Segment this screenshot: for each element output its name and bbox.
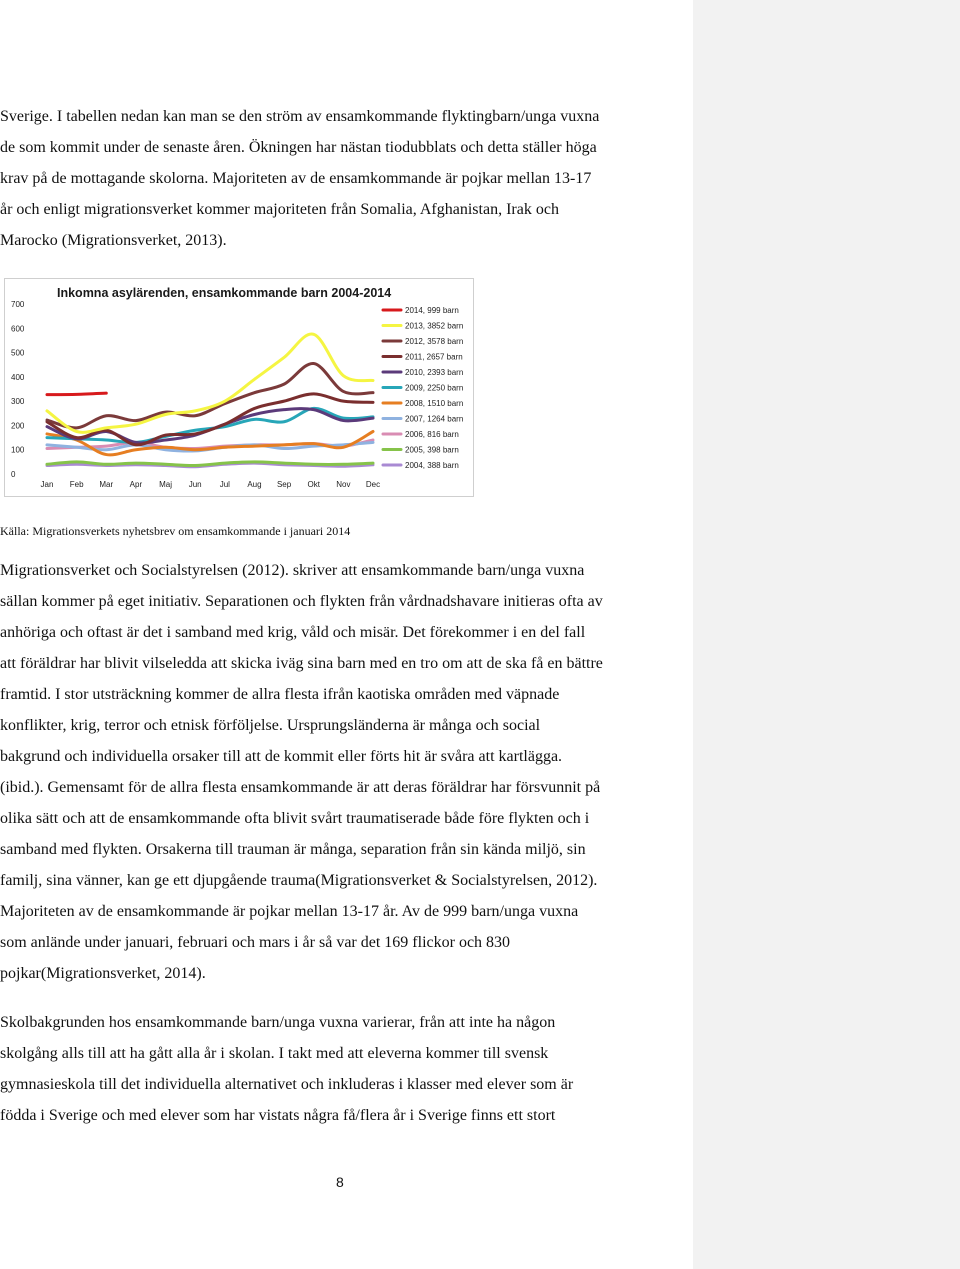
legend-label: 2007, 1264 barn — [405, 414, 464, 424]
legend-label: 2005, 398 barn — [405, 445, 459, 455]
x-tick-label: Aug — [247, 480, 262, 489]
series-line-2013 — [47, 334, 373, 432]
paragraph-intro: Sverige. I tabellen nedan kan man se den ström av ensamkommande flyktingbarn/unga vuxna de som kommit under de senaste åren. Ökningen har nästan tiodubblats och detta ställer höga krav på de mottagande skolorna. Majoriteten av de ensamkommande är pojkar mellan 13-17 år och enligt migrationsverket kommer majoriteten från Somalia, Afghanistan, Irak och Marocko (Migrationsverket, 2013). — [0, 108, 600, 249]
x-tick-label: Nov — [336, 480, 351, 489]
legend-item — [383, 384, 463, 393]
x-tick-label: Jun — [188, 480, 202, 489]
series-line-2005 — [47, 462, 373, 466]
x-tick-label: Feb — [69, 480, 84, 489]
paragraph-main: Migrationsverket och Socialstyrelsen (2012). skriver att ensamkommande barn/unga vuxna sällan kommer på eget initiativ. Separationen och flykten från vårdnadshavare initieras ofta av anhöriga och oftast är det i samband med krig, våld och misär. Det förekommer i en del fall att föräldrar har blivit vilseledda att skicka iväg sina barn med en tro om att de ska få en bättre framtid. I stor utsträckning kommer de allra flesta ifrån kaotiska områden med väpnade konflikter, krig, terror och etnisk förföljelse. Ursprungsländerna är många och social bakgrund och individuella orsaker till att de kommit eller förts hit är svåra att kartlägga. (ibid.). Gemensamt för de allra flesta ensamkommande är att deras föräldrar har försvunnit på olika sätt och att de ensamkommande ofta blivit svårt traumatiserade både före flykten och i samband med flykten. Orsakerna till trauman är många, separation från sin kända miljö, sin familj, sina vänner, kan ge ett djupgående trauma(Migrationsverket & Socialstyrelsen, 2012). Majoriteten av de ensamkommande är pojkar mellan 13-17 år. Av de 999 barn/unga vuxna som anlände under januari, februari och mars i år så var det 169 flickor och 830 pojkar(Migrationsverket, 2014). — [0, 562, 603, 982]
legend-item — [383, 337, 463, 346]
legend-label: 2014, 999 barn — [405, 306, 459, 315]
y-tick-label: 100 — [11, 445, 25, 455]
x-tick-label: Apr — [129, 480, 143, 489]
legend-item — [383, 461, 459, 470]
x-tick-label: Maj — [159, 480, 172, 489]
y-tick-label: 700 — [11, 300, 25, 309]
legend-item — [383, 353, 463, 362]
chart-asylum-applications — [4, 278, 474, 497]
legend-item — [383, 430, 459, 439]
legend-label: 2004, 388 barn — [405, 461, 459, 470]
legend-item — [383, 415, 463, 424]
chart-title: Inkomna asylärenden, ensamkommande barn 2004-2014 — [57, 286, 392, 300]
series-line-2010 — [47, 409, 373, 443]
legend-label: 2013, 3852 barn — [405, 321, 464, 331]
legend-item — [383, 446, 459, 455]
y-tick-label: 500 — [11, 348, 25, 358]
y-tick-label: 0 — [11, 470, 16, 479]
legend-label: 2011, 2657 barn — [405, 352, 463, 362]
legend-label: 2009, 2250 barn — [405, 383, 464, 393]
y-tick-label: 200 — [11, 421, 25, 431]
legend-label: 2008, 1510 barn — [405, 399, 464, 408]
series-line-2014 — [47, 393, 106, 394]
x-tick-label: Mar — [99, 480, 114, 489]
figure-caption: Källa: Migrationsverkets nyhetsbrev om ensamkommande i januari 2014 — [0, 524, 351, 538]
chart-svg — [5, 279, 473, 496]
legend-label: 2006, 816 barn — [405, 430, 459, 439]
legend-item — [383, 306, 459, 315]
legend-item — [383, 368, 463, 377]
page-number: 8 — [336, 1174, 344, 1190]
legend-item — [383, 399, 463, 408]
x-tick-label: Jul — [219, 480, 230, 489]
x-tick-label: Dec — [365, 480, 381, 489]
y-tick-label: 300 — [11, 397, 25, 407]
y-tick-label: 400 — [11, 372, 25, 382]
legend-label: 2012, 3578 barn — [405, 337, 464, 346]
x-tick-label: Okt — [307, 480, 320, 489]
y-tick-label: 600 — [11, 324, 25, 334]
legend-item — [383, 322, 463, 331]
comment-margin — [693, 0, 960, 1269]
x-tick-label: Jan — [40, 480, 54, 489]
paragraph-school-background: Skolbakgrunden hos ensamkommande barn/unga vuxna varierar, från att inte ha någon skolgång alls till att ha gått alla år i skolan. I takt med att eleverna kommer till svensk gymnasieskola till det individuella alternativet och inkluderas i klasser med elever som är födda i Sverige och med elever som har vistats några få/flera år i Sverige finns ett stort — [0, 1014, 574, 1124]
legend-label: 2010, 2393 barn — [405, 368, 464, 377]
x-tick-label: Sep — [276, 480, 292, 489]
